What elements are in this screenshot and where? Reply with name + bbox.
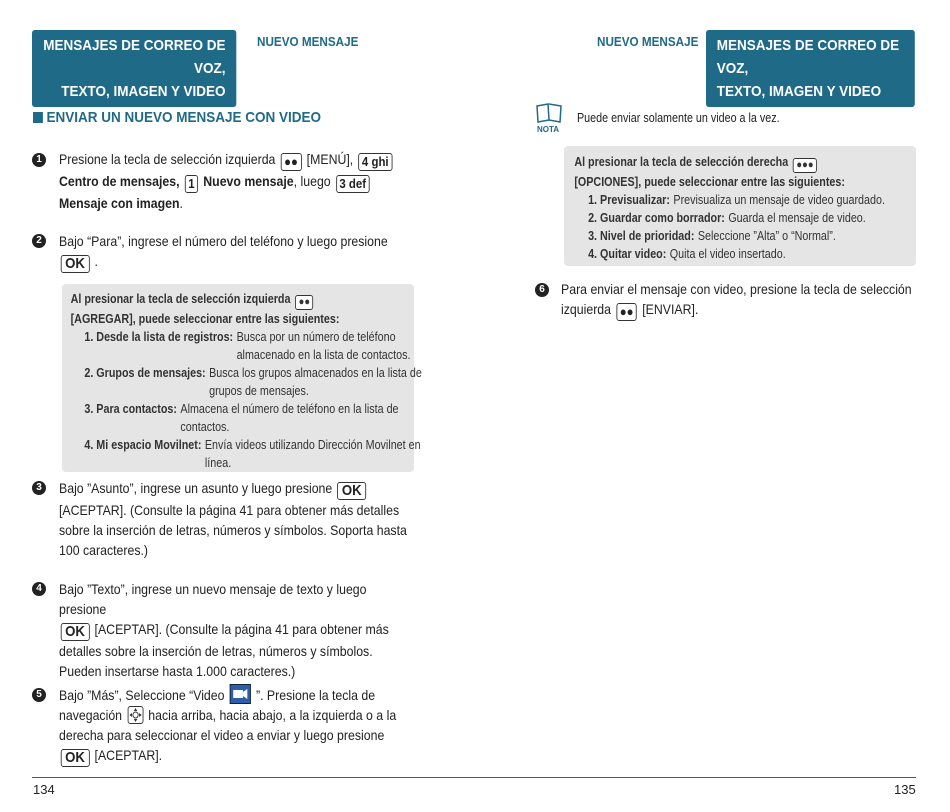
ok-key-icon: OK bbox=[61, 255, 90, 273]
section-title-text: ENVIAR UN NUEVO MENSAJE CON VIDEO bbox=[46, 109, 322, 126]
step-3 bbox=[59, 478, 459, 560]
ok-key-icon: OK bbox=[61, 749, 90, 767]
option-text: Almacena el número de teléfono en la lista de contactos. bbox=[180, 402, 399, 434]
step-2-number: 2 bbox=[32, 234, 46, 248]
options-box-left-lead bbox=[71, 290, 357, 328]
option-label: 2. Grupos de mensajes: bbox=[84, 366, 206, 380]
left-softkey-icon: ●● bbox=[281, 153, 302, 171]
section-square-icon bbox=[33, 112, 43, 123]
video-camera-icon bbox=[230, 684, 251, 704]
option-text: Envía videos utilizando Dirección Movilnet en línea. bbox=[204, 438, 421, 470]
step-4-text-b: [ACEPTAR]. (Consulte la página 41 para obtener más detalles sobre la inserción de letras, números y símbolos. Pueden insertarse hasta 1.000 caracteres.) bbox=[59, 621, 389, 679]
option-item bbox=[84, 436, 428, 472]
step-5-number: 5 bbox=[32, 688, 46, 702]
step-6-text-b: [ENVIAR]. bbox=[642, 301, 699, 317]
step-6-text-a: Para enviar el mensaje con video, presione la tecla de selección izquierda bbox=[561, 281, 912, 317]
left-softkey-icon: ●● bbox=[295, 295, 313, 310]
header-box-left-line2: TEXTO, IMAGEN Y VIDEO bbox=[61, 83, 226, 100]
header-box-left bbox=[32, 30, 236, 107]
step-1-text-f: Mensaje con imagen bbox=[59, 195, 180, 211]
ok-key-icon: OK bbox=[61, 623, 90, 641]
step-3-text-b: [ACEPTAR]. (Consulte la página 41 para obtener más detalles sobre la inserción de letras, números y símbolos. Soporta hasta 100 caracteres.) bbox=[59, 502, 407, 558]
page-number-left: 134 bbox=[33, 782, 55, 797]
step-1 bbox=[59, 149, 459, 213]
header-label-left: NUEVO MENSAJE bbox=[257, 34, 359, 49]
option-label: 3. Nivel de prioridad: bbox=[588, 229, 695, 243]
nota-book-icon bbox=[534, 102, 564, 134]
right-softkey-icon: ●●● bbox=[793, 158, 817, 173]
left-softkey-icon: ●● bbox=[616, 303, 637, 321]
navigation-key-icon bbox=[127, 706, 143, 724]
step-2-text-a: Bajo “Para”, ingrese el número del teléfono y luego presione bbox=[59, 233, 388, 249]
options-box-right-lead-b: [OPCIONES], puede seleccionar entre las siguientes: bbox=[574, 175, 845, 189]
step-5-text-b: ”. Presione la tecla de navegación bbox=[59, 687, 376, 723]
step-1-text-c: Centro de mensajes, bbox=[59, 173, 180, 189]
option-label: 1. Desde la lista de registros: bbox=[84, 330, 234, 344]
header-box-right bbox=[706, 30, 915, 107]
option-text: Quita el video insertado. bbox=[669, 247, 786, 261]
header-box-left-line1: MENSAJES DE CORREO DE VOZ, bbox=[43, 37, 226, 77]
option-label: 1. Previsualizar: bbox=[588, 193, 670, 207]
ok-key-icon: OK bbox=[337, 482, 366, 500]
step-4-number: 4 bbox=[32, 582, 46, 596]
option-label: 3. Para contactos: bbox=[84, 402, 177, 416]
option-item bbox=[588, 227, 932, 245]
footer-rule bbox=[32, 777, 916, 778]
step-6-number: 6 bbox=[535, 283, 549, 297]
option-label: 4. Quitar video: bbox=[588, 247, 667, 261]
key-1-icon: 1 bbox=[185, 175, 198, 193]
step-1-text-g: . bbox=[179, 195, 183, 211]
step-2 bbox=[59, 231, 459, 273]
option-text: Busca por un número de teléfono almacenado en la lista de contactos. bbox=[236, 330, 411, 362]
options-box-left-lead-b: [AGREGAR], puede seleccionar entre las siguientes: bbox=[70, 312, 340, 326]
nota-text: Puede enviar solamente un video a la vez. bbox=[577, 111, 780, 125]
option-label: 2. Guardar como borrador: bbox=[588, 211, 725, 225]
option-text: Busca los grupos almacenados en la lista de grupos de mensajes. bbox=[209, 366, 422, 398]
options-box-left bbox=[62, 284, 422, 472]
step-4 bbox=[59, 579, 459, 681]
step-1-text-a: Presione la tecla de selección izquierda bbox=[59, 151, 276, 167]
step-1-text-d: Nuevo mensaje bbox=[203, 173, 294, 189]
option-text: Seleccione ”Alta” o “Normal”. bbox=[697, 229, 836, 243]
option-text: Previsualiza un mensaje de video guardado. bbox=[673, 193, 885, 207]
option-label: 4. Mi espacio Movilnet: bbox=[84, 438, 202, 452]
header-label-right: NUEVO MENSAJE bbox=[597, 34, 699, 49]
step-5-text-c: hacia arriba, hacia abajo, a la izquierda o a la derecha para seleccionar el video a enviar y luego presione bbox=[59, 707, 397, 743]
step-6 bbox=[561, 279, 950, 321]
step-3-number: 3 bbox=[32, 481, 46, 495]
option-item bbox=[84, 364, 428, 400]
option-text: Guarda el mensaje de video. bbox=[728, 211, 866, 225]
key-4-icon: 4 ghi bbox=[358, 153, 392, 171]
step-1-text-e: , luego bbox=[293, 173, 331, 189]
option-item bbox=[84, 400, 428, 436]
header-box-right-line2: TEXTO, IMAGEN Y VIDEO bbox=[716, 83, 882, 100]
option-item bbox=[588, 191, 932, 209]
options-box-right-lead-a: Al presionar la tecla de selección derecha bbox=[574, 155, 789, 169]
step-1-text-b: [MENÚ], bbox=[306, 151, 354, 167]
step-3-text-a: Bajo ”Asunto”, ingrese un asunto y luego presione bbox=[59, 480, 333, 496]
options-box-left-lead-a: Al presionar la tecla de selección izquierda bbox=[70, 292, 291, 306]
options-box-right-lead bbox=[574, 153, 856, 191]
step-4-text-a: Bajo ”Texto”, ingrese un nuevo mensaje de texto y luego presione bbox=[59, 581, 367, 617]
key-3-icon: 3 def bbox=[336, 175, 370, 193]
section-title bbox=[33, 109, 321, 126]
step-5 bbox=[59, 684, 459, 767]
option-item bbox=[588, 209, 932, 227]
header-box-right-line1: MENSAJES DE CORREO DE VOZ, bbox=[716, 37, 900, 77]
step-1-number: 1 bbox=[32, 153, 46, 167]
options-box-right bbox=[564, 146, 916, 266]
option-item bbox=[84, 328, 428, 364]
option-item bbox=[588, 245, 932, 263]
step-5-text-a: Bajo ”Más”, Seleccione “Video bbox=[59, 687, 225, 703]
step-5-text-d: [ACEPTAR]. bbox=[94, 747, 163, 763]
page-number-right: 135 bbox=[894, 782, 916, 797]
step-2-text-b: . bbox=[94, 253, 98, 269]
nota-label: NOTA bbox=[537, 125, 560, 134]
